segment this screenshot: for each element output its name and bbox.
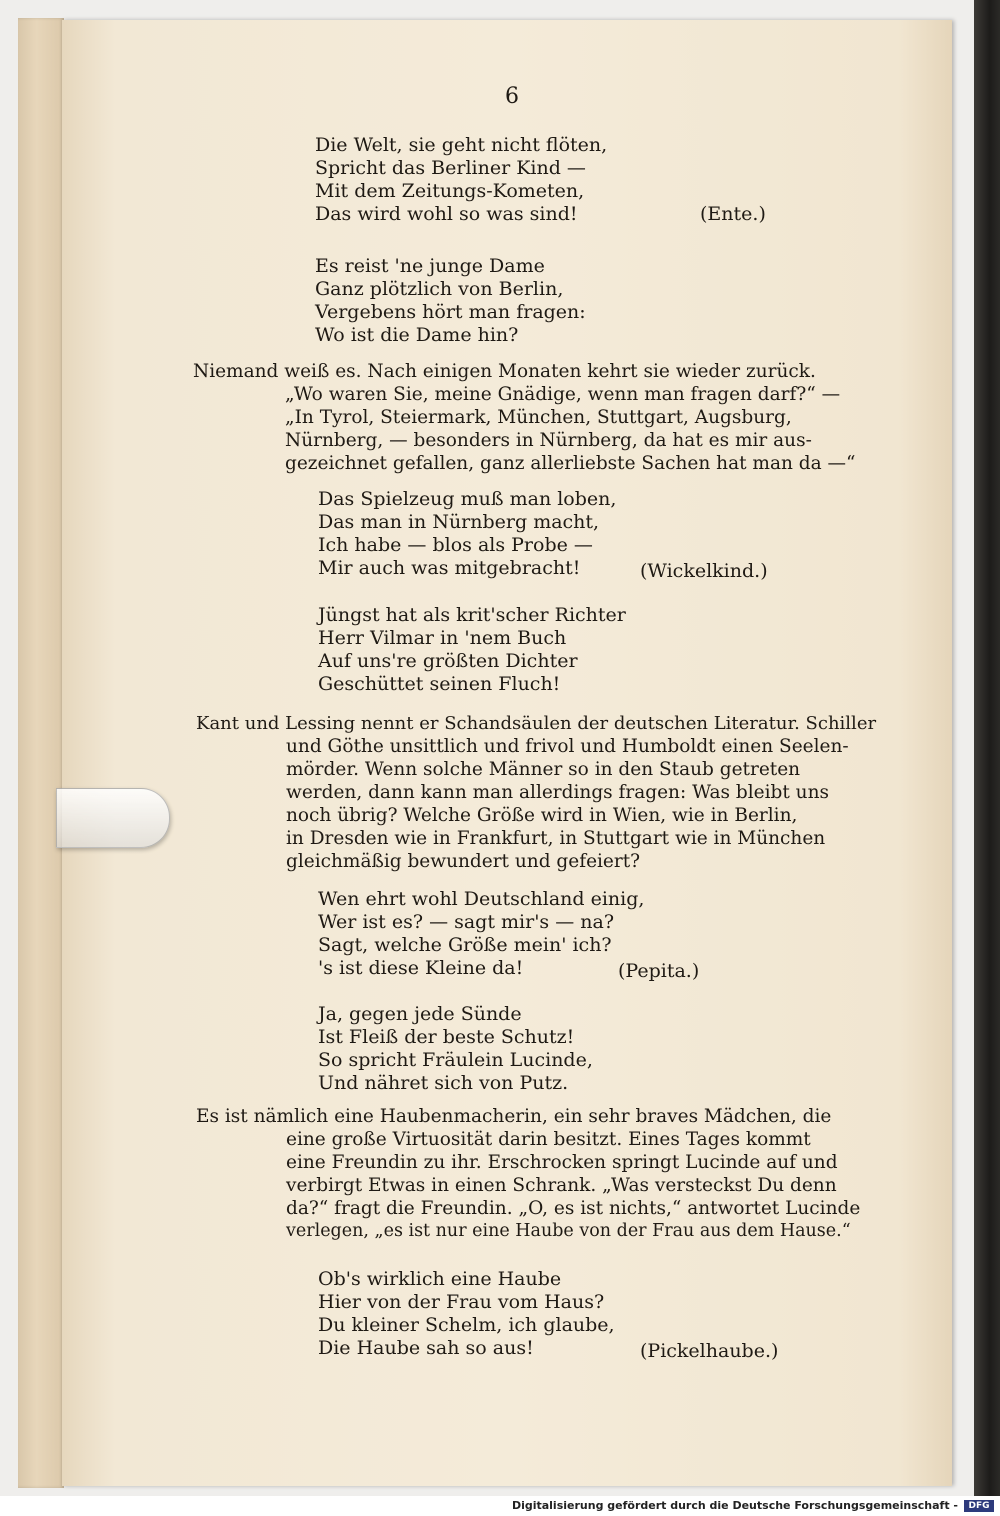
prose-line: werden, dann kann man allerdings fragen: Was bleibt uns xyxy=(286,782,829,803)
prose-line: Es ist nämlich eine Haubenmacherin, ein sehr braves Mädchen, die xyxy=(196,1106,832,1127)
verse-line: Geschüttet seinen Fluch! xyxy=(318,673,561,695)
prose-line: verbirgt Etwas in einen Schrank. „Was versteckst Du denn xyxy=(286,1175,837,1196)
stanza-lucinde xyxy=(318,1003,593,1095)
prose-line: verlegen, „es ist nur eine Haube von der Frau aus dem Hause.“ xyxy=(286,1221,851,1241)
verse-line: Spricht das Berliner Kind — xyxy=(315,157,586,179)
verse-line: Jüngst hat als krit'scher Richter xyxy=(318,604,626,626)
verse-line: Du kleiner Schelm, ich glaube, xyxy=(318,1314,615,1336)
prose-line: eine große Virtuosität darin besitzt. Eines Tages kommt xyxy=(286,1129,811,1150)
verse-line: Ja, gegen jede Sünde xyxy=(318,1003,522,1025)
verse-line: Wer ist es? — sagt mir's — na? xyxy=(318,911,615,933)
prose-line: Nürnberg, — besonders in Nürnberg, da hat es mir aus- xyxy=(285,430,812,451)
verse-line: 's ist diese Kleine da! xyxy=(318,957,524,979)
stanza-dame xyxy=(315,255,586,347)
verse-line: Mir auch was mitgebracht! xyxy=(318,557,581,579)
stanza-vilmar xyxy=(318,604,626,696)
verse-line: Die Welt, sie geht nicht flöten, xyxy=(315,134,608,156)
prose-line: noch übrig? Welche Größe wird in Wien, wie in Berlin, xyxy=(286,805,798,826)
prose-line: da?“ fragt die Freundin. „O, es ist nichts,“ antwortet Lucinde xyxy=(286,1198,861,1219)
prose-line: Niemand weiß es. Nach einigen Monaten kehrt sie wieder zurück. xyxy=(193,361,816,382)
prose-line: in Dresden wie in Frankfurt, in Stuttgart wie in München xyxy=(286,828,826,849)
verse-line: Ich habe — blos als Probe — xyxy=(318,534,593,556)
verse-line: Die Haube sah so aus! xyxy=(318,1337,534,1359)
riddle-answer: (Ente.) xyxy=(700,203,766,225)
verse-line: Sagt, welche Größe mein' ich? xyxy=(318,934,612,956)
riddle-answer: (Pepita.) xyxy=(618,960,700,982)
prose-line: gleichmäßig bewundert und gefeiert? xyxy=(286,851,641,872)
stanza-pepita xyxy=(318,888,644,980)
verse-line: Das Spielzeug muß man loben, xyxy=(318,488,617,510)
dfg-logo: DFG xyxy=(964,1500,994,1512)
riddle-answer: (Pickelhaube.) xyxy=(640,1340,779,1362)
verse-line: Auf uns're größten Dichter xyxy=(318,650,578,672)
verse-line: Das wird wohl so was sind! xyxy=(315,203,578,225)
prose-line: mörder. Wenn solche Männer so in den Staub getreten xyxy=(286,759,801,780)
verse-line: Herr Vilmar in 'nem Buch xyxy=(318,627,567,649)
verse-line: Ganz plötzlich von Berlin, xyxy=(315,278,564,300)
verse-line: Das man in Nürnberg macht, xyxy=(318,511,600,533)
prose-line: eine Freundin zu ihr. Erschrocken springt Lucinde auf und xyxy=(286,1152,838,1173)
page-edge-strip xyxy=(18,18,64,1488)
verse-line: Ob's wirklich eine Haube xyxy=(318,1268,562,1290)
prose-paragraph xyxy=(196,1105,861,1243)
verse-line: Vergebens hört man fragen: xyxy=(315,301,586,323)
page-number: 6 xyxy=(505,84,519,109)
verse-line: Und nähret sich von Putz. xyxy=(318,1072,569,1094)
prose-line: und Göthe unsittlich und frivol und Humboldt einen Seelen- xyxy=(286,736,849,757)
page-clip xyxy=(56,788,170,848)
riddle-answer: (Wickelkind.) xyxy=(640,560,768,582)
prose-line: „In Tyrol, Steiermark, München, Stuttgart, Augsburg, xyxy=(285,407,792,428)
verse-line: Es reist 'ne junge Dame xyxy=(315,255,545,277)
stanza-pickelhaube xyxy=(318,1268,615,1360)
stanza-ente xyxy=(315,134,607,226)
verse-line: So spricht Fräulein Lucinde, xyxy=(318,1049,593,1071)
prose-line: „Wo waren Sie, meine Gnädige, wenn man fragen darf?“ — xyxy=(285,384,841,405)
verse-line: Mit dem Zeitungs-Kometen, xyxy=(315,180,585,202)
prose-line: gezeichnet gefallen, ganz allerliebste Sachen hat man da —“ xyxy=(285,453,856,474)
verse-line: Wo ist die Dame hin? xyxy=(315,324,519,346)
verse-line: Hier von der Frau vom Haus? xyxy=(318,1291,605,1313)
prose-paragraph xyxy=(193,360,856,475)
scanner-border xyxy=(974,0,1000,1496)
stanza-wickelkind xyxy=(318,488,616,580)
verse-line: Ist Fleiß der beste Schutz! xyxy=(318,1026,575,1048)
verse-line: Wen ehrt wohl Deutschland einig, xyxy=(318,888,645,910)
prose-line: Kant und Lessing nennt er Schandsäulen der deutschen Literatur. Schiller xyxy=(196,713,877,734)
digitization-footer xyxy=(0,1496,1000,1516)
prose-paragraph xyxy=(196,712,877,873)
funding-credit: Digitalisierung gefördert durch die Deutsche Forschungsgemeinschaft - xyxy=(511,1499,958,1512)
